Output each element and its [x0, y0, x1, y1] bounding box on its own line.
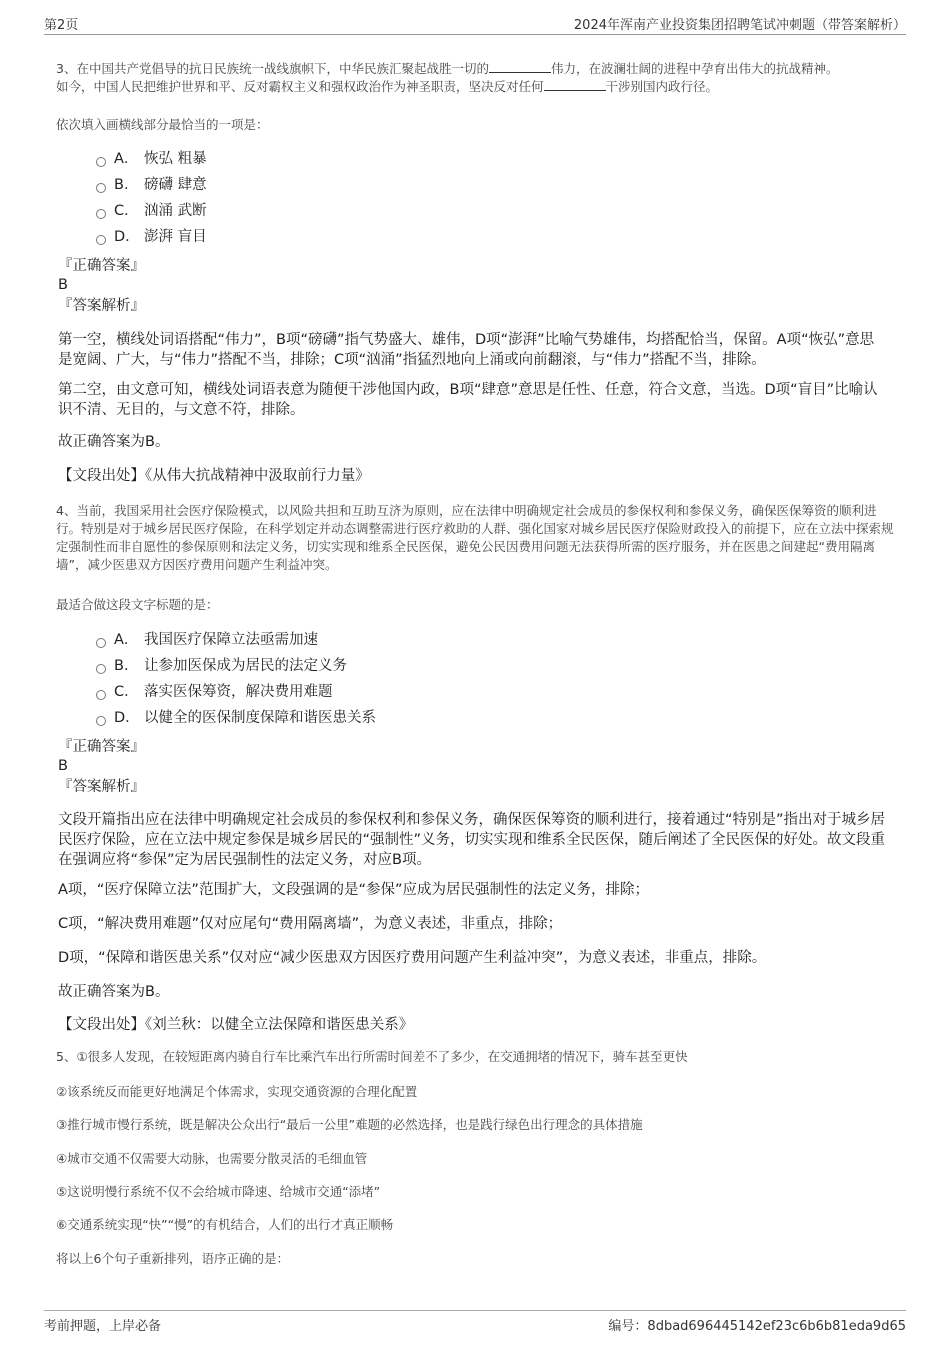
radio-icon[interactable]: [96, 235, 106, 245]
radio-icon[interactable]: [96, 664, 106, 674]
radio-icon[interactable]: [96, 690, 106, 700]
q4-analysis-p3: C项，“解决费用难题”仅对应尾句“费用隔离墙”，为意义表述，非重点，排除；: [58, 916, 563, 932]
radio-icon[interactable]: [96, 183, 106, 193]
radio-icon[interactable]: [96, 716, 106, 726]
q4-conclusion: 故正确答案为B。: [58, 984, 170, 1000]
q4-answer-label: 『正确答案』: [58, 739, 145, 755]
q4-option-d[interactable]: D． 以健全的医保制度保障和谐医患关系: [96, 708, 376, 728]
blank-2: [544, 78, 606, 91]
blank-1: [489, 60, 551, 73]
radio-icon[interactable]: [96, 209, 106, 219]
q3-analysis-p1: 第一空，横线处词语搭配“伟力”，B项“磅礴”指气势盛大、雄伟，D项“澎湃”比喻气势雄伟，均搭配恰当，保留。A项“恢弘”意思是宽阔、广大，与“伟力”搭配不当，排除；C项“汹涌”指猛烈地向上涌或向前翻滚，与“伟力”搭配不当，排除。: [58, 332, 875, 368]
q5-prompt: 将以上6个句子重新排列，语序正确的是：: [56, 1251, 289, 1266]
q4-option-b[interactable]: B． 让参加医保成为居民的法定义务: [96, 656, 347, 676]
q3-prompt: 依次填入画横线部分最恰当的一项是：: [56, 117, 269, 132]
q4-analysis-p4: D项，“保障和谐医患关系”仅对应“减少医患双方因医疗费用问题产生利益冲突”，为意义表述，非重点，排除。: [58, 950, 767, 966]
q5-sentence-1: 5、①很多人发现，在较短距离内骑自行车比乘汽车出行所需时间差不了多少，在交通拥堵的情况下，骑车甚至更快: [56, 1049, 688, 1064]
q4-option-a[interactable]: A． 我国医疗保障立法亟需加速: [96, 630, 318, 650]
q3-conclusion: 故正确答案为B。: [58, 434, 170, 450]
q4-analysis-p1: 文段开篇指出应在法律中明确规定社会成员的参保权利和参保义务，确保医保筹资的顺利进行，接着通过“特别是”指出对于城乡居民医疗保险，应在立法中规定参保是城乡居民的“强制性”义务，切实实现和维系全民医保，随后阐述了全民医保的好处。故文段重在强调应将“参保”定为居民强制性的法定义务，对应B项。: [58, 812, 886, 868]
page-number: 第2页: [44, 18, 79, 33]
q4-option-c[interactable]: C． 落实医保筹资，解决费用难题: [96, 682, 333, 702]
q5-sentence-3: ③推行城市慢行系统，既是解决公众出行“最后一公里”难题的必然选择，也是践行绿色出行理念的具体措施: [56, 1117, 643, 1132]
q4-analysis-p2: A项，“医疗保障立法”范围扩大，文段强调的是“参保”应成为居民强制性的法定义务，排除；: [58, 882, 649, 898]
radio-icon[interactable]: [96, 157, 106, 167]
q4-source: 【文段出处】《刘兰秋：以健全立法保障和谐医患关系》: [58, 1017, 414, 1033]
q5-sentence-4: ④城市交通不仅需要大动脉，也需要分散灵活的毛细血管: [56, 1151, 368, 1166]
page-footer: [44, 1310, 906, 1335]
q4-prompt: 最适合做这段文字标题的是：: [56, 597, 219, 612]
q3-source: 【文段出处】《从伟大抗战精神中汲取前行力量》: [58, 468, 370, 484]
q3-answer: B: [58, 277, 68, 293]
q3-analysis-p2: 第二空，由文意可知，横线处词语表意为随便干涉他国内政，B项“肆意”意思是任性、任意，符合文意，当选。D项“盲目”比喻认识不清、无目的，与文意不符，排除。: [58, 382, 878, 418]
q5-sentence-5: ⑤这说明慢行系统不仅不会给城市降速、给城市交通“添堵”: [56, 1184, 381, 1199]
q3-stem: 3、在中国共产党倡导的抗日民族统一战线旗帜下，中华民族汇聚起战胜一切的 伟力，在波澜壮阔的进程中孕育出伟大的抗战精神。 如今，中国人民把维护世界和平、反对霸权主义和强权政治作为神圣职责，坚决反对任何 干涉别国内政行径。: [56, 61, 839, 94]
q3-option-a[interactable]: A． 恢弘 粗暴: [96, 149, 207, 169]
q3-analysis-label: 『答案解析』: [58, 298, 145, 314]
radio-icon[interactable]: [96, 638, 106, 648]
q3-option-c[interactable]: C． 汹涌 武断: [96, 201, 207, 221]
document-id: 编号：8dbad696445142ef23c6b6b81eda9d65: [608, 1319, 906, 1334]
q5-sentence-2: ②该系统反而能更好地满足个体需求，实现交通资源的合理化配置: [56, 1084, 418, 1099]
q3-answer-label: 『正确答案』: [58, 258, 145, 274]
q3-option-b[interactable]: B． 磅礴 肆意: [96, 175, 207, 195]
page-header: [44, 14, 906, 35]
q4-analysis-label: 『答案解析』: [58, 779, 145, 795]
q3-option-d[interactable]: D． 澎湃 盲目: [96, 227, 207, 247]
footer-slogan: 考前押题，上岸必备: [44, 1319, 162, 1334]
q4-stem: 4、当前，我国采用社会医疗保险模式，以风险共担和互助互济为原则，应在法律中明确规定社会成员的参保权利和参保义务，确保医保筹资的顺利进行。特别是对于城乡居民医疗保险，在科学划定并动态调整需进行医疗救助的人群、强化国家对城乡居民医疗保险财政投入的前提下，应在立法中探索规定强制性而非自愿性的参保原则和法定义务，切实实现和维系全民医保，避免公民因费用问题无法获得所需的医疗服务，并在医患之间建起“费用隔离墙”，减少医患双方因医疗费用问题产生利益冲突。: [56, 503, 894, 572]
q4-answer: B: [58, 758, 68, 774]
q5-sentence-6: ⑥交通系统实现“快”“慢”的有机结合，人们的出行才真正顺畅: [56, 1217, 394, 1232]
document-title: 2024年浑南产业投资集团招聘笔试冲刺题（带答案解析）: [573, 18, 906, 33]
